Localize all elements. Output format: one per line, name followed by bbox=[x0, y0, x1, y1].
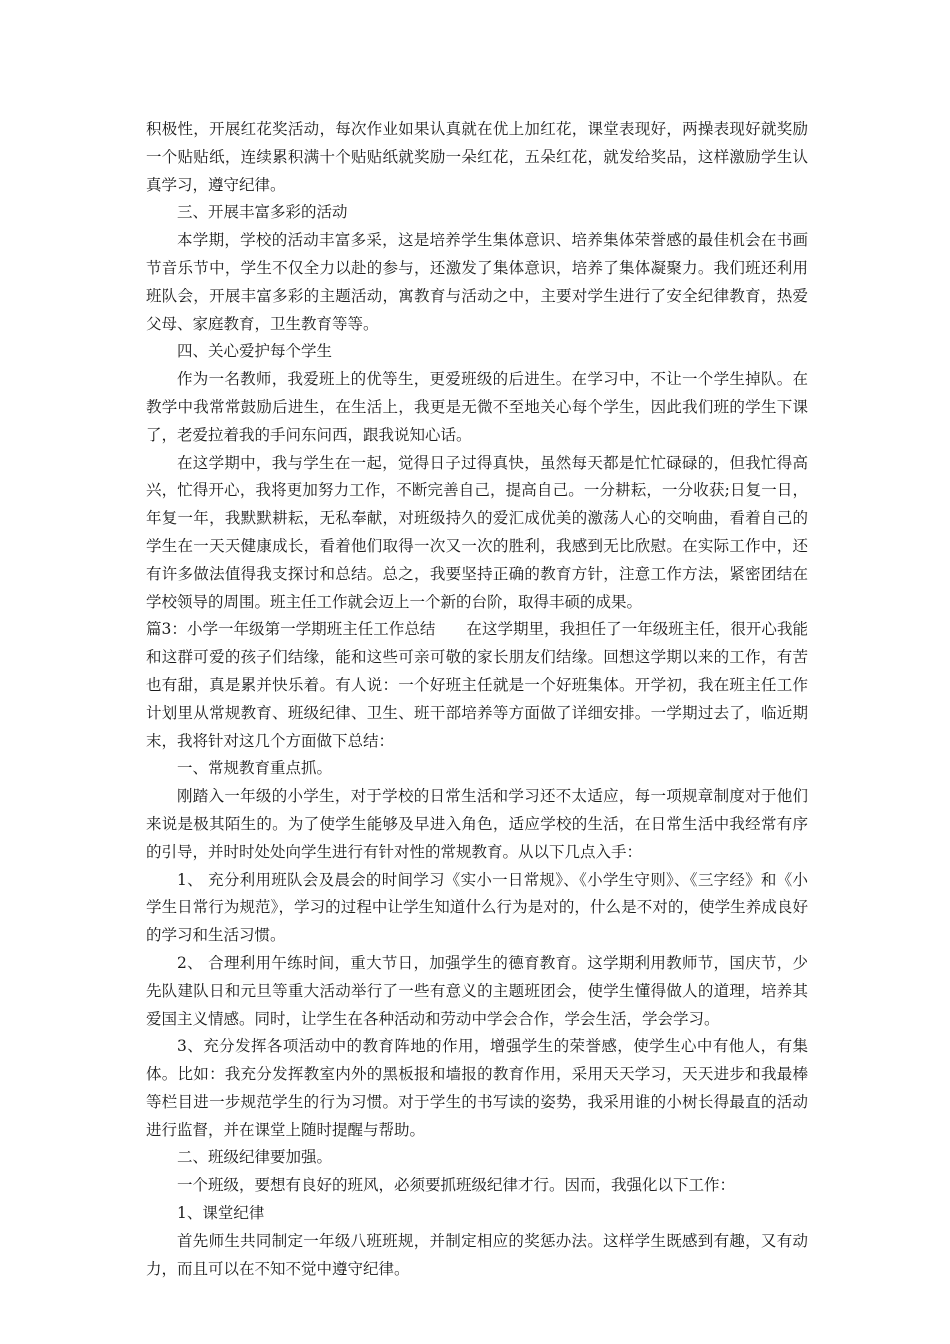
subsection-heading: 1、课堂纪律 bbox=[177, 1204, 265, 1223]
document-page bbox=[146, 116, 808, 1283]
list-item-paragraph: 2、 合理利用午练时间，重大节日，加强学生的德育教育。这学期利用教师节，国庆节，少先队建队日和元旦等重大活动举行了一些有意义的主题班团会，使学生懂得做人的道理，培养其爱国主义情感。同时，让学生在各种活动和劳动中学会合作，学会生活，学会学习。 bbox=[146, 953, 808, 1028]
body-paragraph: 在这学期中，我与学生在一起，觉得日子过得真快，虽然每天都是忙忙碌碌的，但我忙得高兴，忙得开心，我将更加努力工作，不断完善自己，提高自己。一分耕耘，一分收获;日复一日，年复一年，我默默耕耘，无私奉献，对班级持久的爱汇成优美的激荡人心的交响曲，看着自己的学生在一天天健康成长，看着他们取得一次又一次的胜利，我感到无比欣慰。在实际工作中，还有许多做法值得我支探讨和总结。总之，我要坚持正确的教育方针，注意工作方法，紧密团结在学校领导的周围。班主任工作就会迈上一个新的台阶，取得丰硕的成果。 bbox=[146, 453, 808, 611]
list-item-paragraph: 1、 充分利用班队会及晨会的时间学习《实小一日常规》、《小学生守则》、《三字经》和《小学生日常行为规范》，学习的过程中让学生知道什么行为是对的，什么是不对的，使学生养成良好的学习和生活习惯。 bbox=[146, 870, 808, 945]
body-paragraph: 作为一名教师，我爱班上的优等生，更爱班级的后进生。在学习中，不让一个学生掉队。在教学中我常常鼓励后进生，在生活上，我更是无微不至地关心每个学生，因此我们班的学生下课了，老爱拉着我的手问东问西，跟我说知心话。 bbox=[146, 370, 808, 444]
section-heading: 四、关心爱护每个学生 bbox=[177, 342, 333, 361]
section-heading: 二、班级纪律要加强。 bbox=[177, 1148, 333, 1167]
body-paragraph: 首先师生共同制定一年级八班班规，并制定相应的奖惩办法。这样学生既感到有趣，又有动力，而且可以在不知不觉中遵守纪律。 bbox=[146, 1231, 808, 1278]
section-heading: 一、常规教育重点抓。 bbox=[177, 759, 333, 778]
body-paragraph: 本学期，学校的活动丰富多采，这是培养学生集体意识、培养集体荣誉感的最佳机会在书画节音乐节中，学生不仅全力以赴的参与，还激发了集体意识，培养了集体凝聚力。我们班还利用班队会，开展丰富多彩的主题活动，寓教育与活动之中，主要对学生进行了安全纪律教育，热爱父母、家庭教育，卫生教育等等。 bbox=[146, 231, 808, 333]
section-heading: 三、开展丰富多彩的活动 bbox=[177, 203, 348, 222]
list-item-paragraph: 3、充分发挥各项活动中的教育阵地的作用，增强学生的荣誉感，使学生心中有他人，有集体。比如：我充分发挥教室内外的黑板报和墙报的教育作用，采用天天学习，天天进步和我最棒等栏目进一步规范学生的行为习惯。对于学生的书写读的姿势，我采用谁的小树长得最直的活动进行监督，并在课堂上随时提醒与帮助。 bbox=[146, 1037, 808, 1139]
body-paragraph: 积极性，开展红花奖活动，每次作业如果认真就在优上加红花，课堂表现好，两操表现好就奖励一个贴贴纸，连续累积满十个贴贴纸就奖励一朵红花，五朵红花，就发给奖品，这样激励学生认真学习，遵守纪律。 bbox=[146, 120, 808, 194]
body-paragraph: 一个班级，要想有良好的班风，必须要抓班级纪律才行。因而，我强化以下工作： bbox=[177, 1176, 736, 1195]
article-title-paragraph: 篇3：小学一年级第一学期班主任工作总结 在这学期里，我担任了一年级班主任，很开心我能和这群可爱的孩子们结缘，能和这些可亲可敬的家长朋友们结缘。回想这学期以来的工作，有苦也有甜，真是累并快乐着。有人说：一个好班主任就是一个好班集体。开学初，我在班主任工作计划里从常规教育、班级纪律、卫生、班干部培养等方面做了详细安排。一学期过去了，临近期末，我将针对这几个方面做下总结： bbox=[146, 620, 808, 750]
body-paragraph: 刚踏入一年级的小学生，对于学校的日常生活和学习还不太适应，每一项规章制度对于他们来说是极其陌生的。为了使学生能够及早进入角色，适应学校的生活，在日常生活中我经常有序的引导，并时时处处向学生进行有针对性的常规教育。从以下几点入手： bbox=[146, 787, 808, 861]
